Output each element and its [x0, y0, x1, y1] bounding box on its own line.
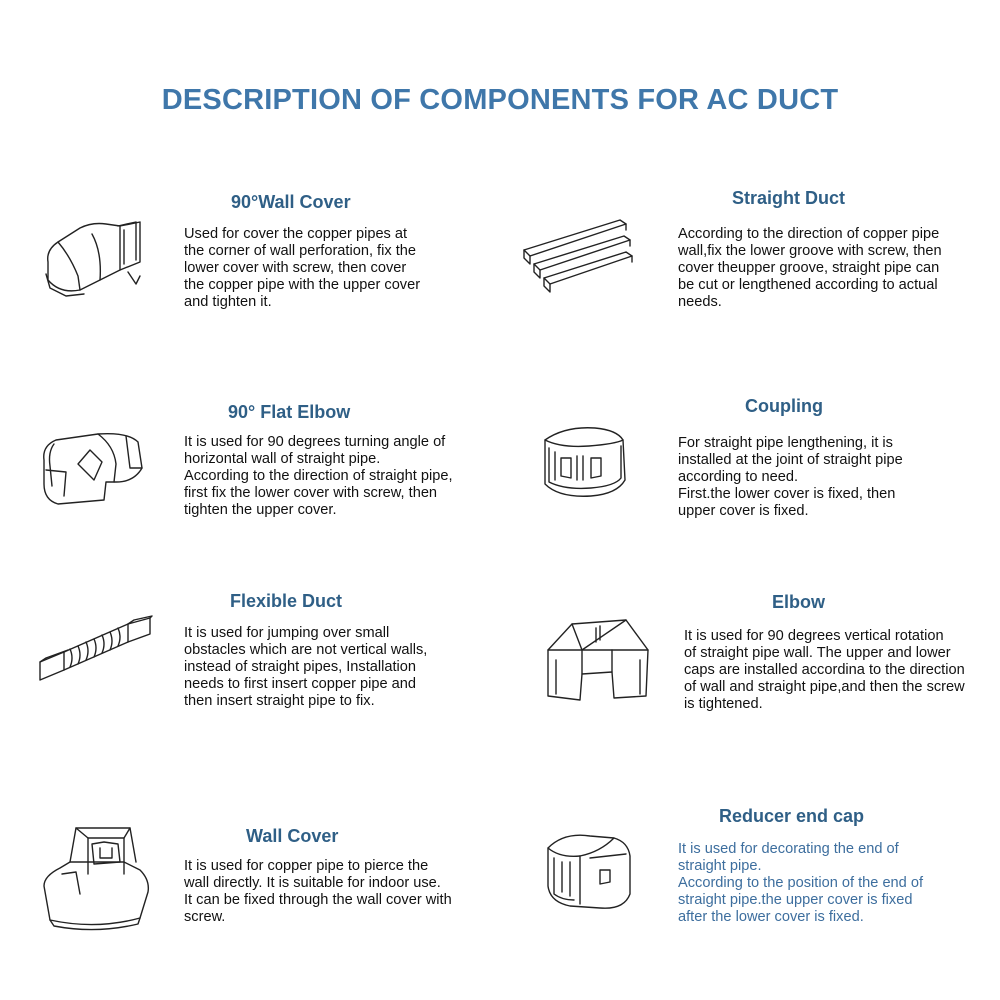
wall-cover-icon	[40, 822, 155, 932]
component-heading: Coupling	[745, 396, 823, 416]
flat-elbow-icon	[38, 420, 153, 510]
flexible-duct-icon	[36, 612, 156, 692]
component-description: It is used for decorating the end of straight pipe. According to the position of the end of straight pipe.the upper cover is fixed after the lower cover is fixed.	[678, 841, 924, 925]
component-description: It is used for copper pipe to pierce the wall directly. It is suitable for indoor use. It can be fixed through the wall cover with screw.	[184, 858, 452, 925]
component-description: Used for cover the copper pipes at the corner of wall perforation, fix the lower cover with screw, then cover the copper pipe with the upper cover and tighten it.	[184, 226, 421, 310]
component-description: It is used for 90 degrees turning angle of horizontal wall of straight pipe. According to the direction of straight pipe, first fix the lower cover with screw, then tighten the upper cover.	[184, 434, 453, 518]
component-description: It is used for 90 degrees vertical rotation of straight pipe wall. The upper and lower caps are installed accordina to the direction of wall and straight pipe,and then the screw is tightened.	[684, 628, 965, 712]
component-heading: Flexible Duct	[230, 591, 343, 611]
component-heading: 90° Flat Elbow	[228, 402, 351, 422]
elbow-icon	[542, 610, 657, 710]
component-heading: Reducer end cap	[719, 806, 865, 826]
coupling-icon	[535, 418, 635, 508]
page-title: DESCRIPTION OF COMPONENTS FOR AC DUCT	[161, 84, 839, 116]
wall-cover-90-icon	[40, 210, 150, 300]
component-description: According to the direction of copper pipe wall,fix the lower groove with screw, then cover theupper groove, straight pipe can be cut or lengthened according to actual needs.	[678, 226, 942, 310]
component-heading: Elbow	[772, 592, 825, 612]
component-heading: 90°Wall Cover	[231, 192, 351, 212]
component-heading: Wall Cover	[246, 826, 339, 846]
component-description: For straight pipe lengthening, it is installed at the joint of straight pipe according to need. First.the lower cover is fixed, then upper cover is fixed.	[678, 435, 903, 519]
component-description: It is used for jumping over small obstacles which are not vertical walls, instead of straight pipes, Installation needs to first insert copper pipe and then insert straight pipe to fix.	[184, 625, 428, 709]
reducer-end-cap-icon	[540, 828, 640, 918]
component-heading: Straight Duct	[732, 188, 846, 208]
straight-duct-icon	[520, 212, 635, 302]
